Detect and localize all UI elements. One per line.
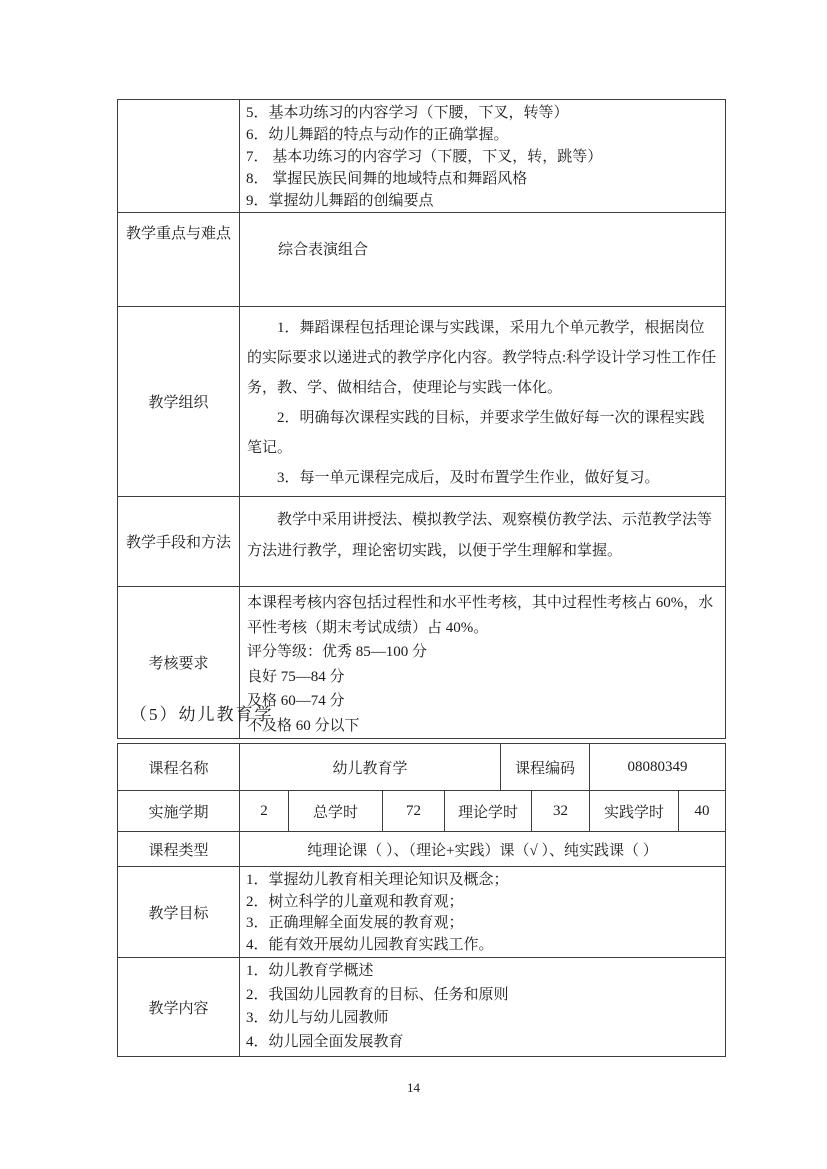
table-row-teaching-goals — [118, 867, 726, 958]
content-item: 5．基本功练习的内容学习（下腰，下叉，转等） — [246, 105, 569, 121]
table-row-hours — [118, 791, 726, 832]
teaching-goals-cell — [240, 867, 726, 958]
organization-paragraph: 2．明确每次课程实践的目标，并要求学生做好每一次的课程实践笔记。 — [247, 410, 705, 456]
goal-item: 4．能有效开展幼儿园教育实践工作。 — [246, 936, 494, 953]
assessment-line: 及格 60—74 分 — [247, 693, 345, 709]
course-type-value: 纯理论课（ ）、（理论+实践）课（√ ）、纯实践课（ ） — [240, 832, 726, 867]
key-points-cell — [240, 213, 726, 307]
table-row-course-name — [118, 744, 726, 791]
label-methods: 教学手段和方法 — [118, 497, 240, 587]
assessment-cell — [240, 587, 726, 739]
course-summary-table — [117, 743, 726, 1057]
label-course-code: 课程编码 — [501, 744, 590, 791]
label-total-hours: 总学时 — [289, 791, 383, 832]
course-name-value: 幼儿教育学 — [240, 744, 501, 791]
methods-text: 教学中采用讲授法、模拟教学法、观察模仿教学法、示范教学法等方法进行教学，理论密切实践，以便于学生理解和掌握。 — [247, 512, 713, 559]
content-item: 3．幼儿与幼儿园教师 — [246, 1010, 389, 1026]
assessment-line: 不及格 60 分以下 — [247, 717, 360, 734]
content-item: 1．幼儿教育学概述 — [246, 963, 374, 979]
goal-item: 3．正确理解全面发展的教育观； — [246, 915, 464, 931]
table-row-organization — [118, 307, 726, 497]
organization-paragraph: 1．舞蹈课程包括理论课与实践课，采用九个单元教学，根据岗位的实际要求以递进式的教学序化内容。教学特点:科学设计学习性工作任务，教、学、做相结合，使理论与实践一体化。 — [247, 320, 717, 396]
label-theory-hours: 理论学时 — [445, 791, 532, 832]
assessment-line: 评分等级：优秀 85—100 分 — [247, 644, 428, 660]
teaching-content-cell2 — [240, 958, 726, 1057]
goal-item: 1．掌握幼儿教育相关理论知识及概念； — [246, 872, 509, 888]
label-assessment: 考核要求 — [118, 587, 240, 739]
page-number: 14 — [407, 1080, 420, 1095]
label-key-points: 教学重点与难点 — [118, 213, 240, 307]
content-item: 7． 基本功练习的内容学习（下腰，下叉，转，跳等） — [246, 149, 603, 165]
semester-value: 2 — [240, 791, 289, 832]
table-row-teaching-content — [118, 958, 726, 1057]
label-teaching-goals: 教学目标 — [118, 867, 240, 958]
content-item: 4．幼儿园全面发展教育 — [246, 1033, 404, 1050]
organization-cell — [240, 307, 726, 497]
organization-paragraph: 3．每一单元课程完成后，及时布置学生作业，做好复习。 — [277, 470, 660, 486]
theory-hours-value: 32 — [532, 791, 590, 832]
section-heading: （5）幼儿教育学 — [130, 705, 274, 724]
table-row-course-type — [118, 832, 726, 867]
label-course-type: 课程类型 — [118, 832, 240, 867]
assessment-line: 本课程考核内容包括过程性和水平性考核，其中过程性考核占 60%，水平性考核（期末考试成绩）占 40%。 — [247, 595, 714, 636]
label-course-name: 课程名称 — [118, 744, 240, 791]
content-item: 2．我国幼儿园教育的目标、任务和原则 — [246, 986, 509, 1003]
label-organization: 教学组织 — [118, 307, 240, 497]
table-row-key-points — [118, 213, 726, 307]
content-item: 8． 掌握民族民间舞的地域特点和舞蹈风格 — [246, 171, 528, 187]
teaching-content-cell — [240, 100, 726, 213]
key-points-text: 综合表演组合 — [278, 242, 369, 258]
content-item: 9．掌握幼儿舞蹈的创编要点 — [246, 193, 434, 209]
label-semester: 实施学期 — [118, 791, 240, 832]
methods-cell — [240, 497, 726, 587]
course-code-value: 08080349 — [590, 744, 726, 791]
label-practice-hours: 实践学时 — [590, 791, 679, 832]
empty-label-cell — [118, 100, 240, 213]
content-item: 6．幼儿舞蹈的特点与动作的正确掌握。 — [246, 127, 509, 143]
label-teaching-content: 教学内容 — [118, 958, 240, 1057]
table-row-methods — [118, 497, 726, 587]
practice-hours-value: 40 — [679, 791, 726, 832]
goal-item: 2．树立科学的儿童观和教育观； — [246, 893, 464, 910]
total-hours-value: 72 — [383, 791, 445, 832]
table-row-teaching-content-continued — [118, 100, 726, 213]
course-detail-table-continued — [117, 99, 726, 739]
assessment-line: 良好 75—84 分 — [247, 668, 345, 685]
